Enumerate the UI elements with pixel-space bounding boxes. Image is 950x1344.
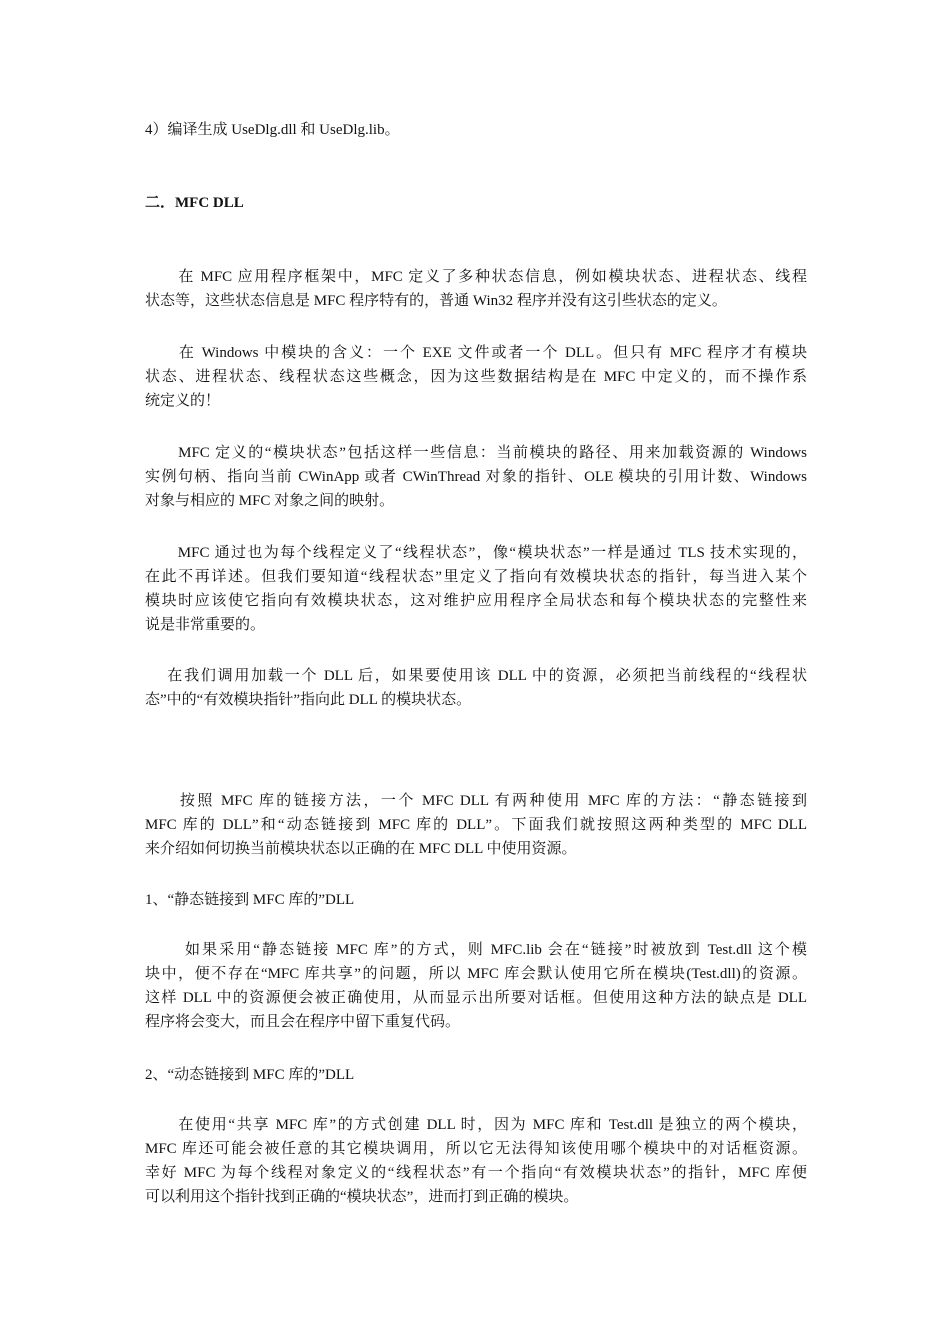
text-line: 状态等，这些状态信息是 MFC 程序特有的，普通 Win32 程序并没有这引些状态的定义。 <box>145 293 727 309</box>
text-line: 2、“动态链接到 MFC 库的”DLL <box>145 1067 355 1083</box>
text-line: 态”中的“有效模块指针”指向此 DLL 的模块状态。 <box>145 692 472 708</box>
para-link-methods <box>145 789 807 861</box>
para-dynamic-link <box>145 1113 807 1209</box>
text-line: 1、“静态链接到 MFC 库的”DLL <box>145 892 355 908</box>
step-4-text <box>145 118 807 142</box>
para-module-states <box>145 265 807 313</box>
text-line: 在此不再详述。但我们要知道“线程状态”里定义了指向有效模块状态的指针，每当进入某个 <box>145 569 807 585</box>
text-line: MFC 定义的“模块状态”包括这样一些信息：当前模块的路径、用来加载资源的 Windows <box>145 445 807 461</box>
para-windows-module <box>145 341 807 413</box>
text-line: 实例句柄、指向当前 CWinApp 或者 CWinThread 对象的指针、OLE 模块的引用计数、Windows <box>145 469 807 485</box>
text-line: 统定义的！ <box>145 393 221 409</box>
text-line: 对象与相应的 MFC 对象之间的映射。 <box>145 493 395 509</box>
text-line: 程序将会变大，而且会在程序中留下重复代码。 <box>145 1014 461 1030</box>
text-line: 可以利用这个指针找到正确的“模块状态”，进而打到正确的模块。 <box>145 1189 579 1205</box>
text-line: 状态、进程状态、线程状态这些概念，因为这些数据结构是在 MFC 中定义的，而不操作系 <box>145 369 807 385</box>
para-static-link <box>145 938 807 1034</box>
subheading-static-link <box>145 888 807 912</box>
text-line: 块中，便不存在“MFC 库共享”的问题，所以 MFC 库会默认使用它所在模块(Test.dll)的资源。 <box>145 966 807 982</box>
text-line: 在使用“共享 MFC 库”的方式创建 DLL 时，因为 MFC 库和 Test.dll 是独立的两个模块， <box>145 1117 807 1133</box>
text-line: MFC 库还可能会被任意的其它模块调用，所以它无法得知该使用哪个模块中的对话框资源。 <box>145 1141 807 1157</box>
para-thread-state <box>145 541 807 637</box>
text-line: MFC 库的 DLL”和“动态链接到 MFC 库的 DLL”。下面我们就按照这两种类型的 MFC DLL <box>145 817 807 833</box>
text-line: 在 Windows 中模块的含义：一个 EXE 文件或者一个 DLL。但只有 MFC 程序才有模块 <box>145 345 807 361</box>
text-line: 如果采用“静态链接 MFC 库”的方式，则 MFC.lib 会在“链接”时被放到 Test.dll 这个模 <box>145 942 807 958</box>
text-line: 在 MFC 应用程序框架中，MFC 定义了多种状态信息，例如模块状态、进程状态、线程 <box>145 269 807 285</box>
text-line: 在我们调用加载一个 DLL 后，如果要使用该 DLL 中的资源，必须把当前线程的“线程状 <box>145 668 807 684</box>
text-line: 幸好 MFC 为每个线程对象定义的“线程状态”有一个指向“有效模块状态”的指针，MFC 库便 <box>145 1165 807 1181</box>
text-line: 这样 DLL 中的资源便会被正确使用，从而显示出所要对话框。但使用这种方法的缺点是 DLL <box>145 990 807 1006</box>
para-module-state-info <box>145 441 807 513</box>
text-line: 来介绍如何切换当前模块状态以正确的在 MFC DLL 中使用资源。 <box>145 841 577 857</box>
section-heading <box>145 191 807 215</box>
text-line: 说是非常重要的。 <box>145 617 266 633</box>
text-line: 4）编译生成 UseDlg.dll 和 UseDlg.lib。 <box>145 122 400 138</box>
para-load-dll <box>145 664 807 712</box>
text-line: 按照 MFC 库的链接方法，一个 MFC DLL 有两种使用 MFC 库的方法：“静态链接到 <box>145 793 807 809</box>
heading-text: 二．MFC DLL <box>145 195 244 211</box>
text-line: MFC 通过也为每个线程定义了“线程状态”，像“模块状态”一样是通过 TLS 技术实现的， <box>145 545 807 561</box>
subheading-dynamic-link <box>145 1063 807 1087</box>
text-line: 模块时应该使它指向有效模块状态，这对维护应用程序全局状态和每个模块状态的完整性来 <box>145 593 807 609</box>
